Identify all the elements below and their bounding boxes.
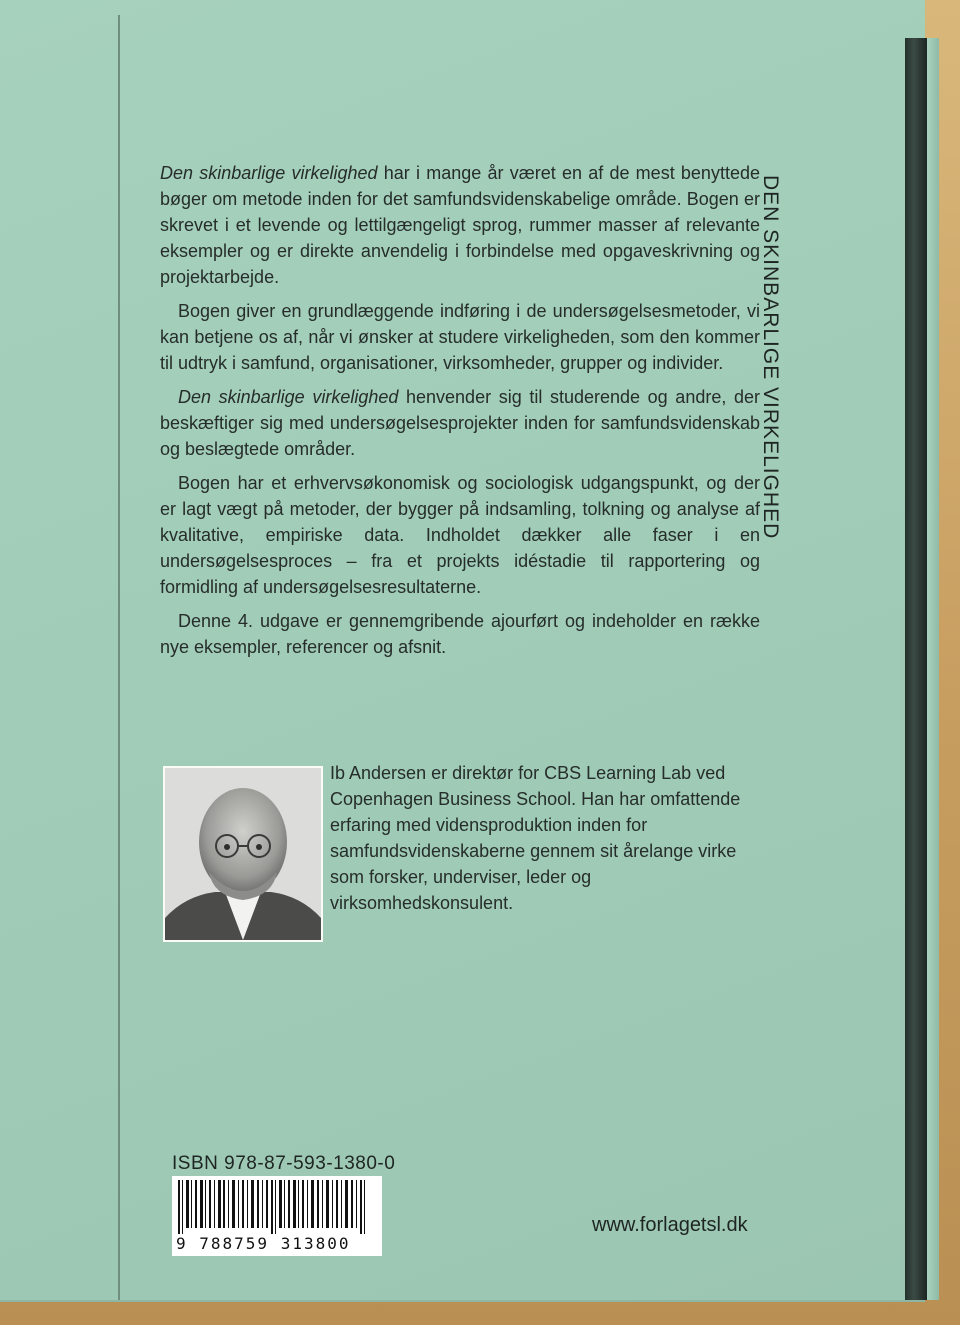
barcode-digits: 9 788759 313800 xyxy=(176,1234,351,1253)
back-cover-blurb xyxy=(160,160,760,668)
blurb-paragraph-4: Bogen har et erhvervsøkonomisk og sociologisk udgangspunkt, og der er lagt vægt på metoder, der bygger på indsamling, tolkning og analyse af kvalitative, empiriske data. Indholdet dækker alle faser i en undersøgelsesproces – fra et projekts idéstadie til rapportering og formidling af undersøgelsesresultaterne. xyxy=(160,473,760,597)
book-page-edge xyxy=(905,38,927,1300)
blurb-paragraph-1-text: har i mange år været en af de mest benyttede bøger om metode inden for det samfundsvidenskabelige område. Bogen er skrevet i et levende og lettilgængeligt sprog, rummer masser af relevante eksempler og er direkte anvendelig i forbindelse med opgaveskrivning og projektarbejde. xyxy=(160,163,760,287)
isbn-number: ISBN 978-87-593-1380-0 xyxy=(172,1153,396,1174)
author-photo xyxy=(163,766,323,942)
book-title-italic: Den skinbarlige virkelighed xyxy=(178,387,399,407)
blurb-paragraph-3 xyxy=(160,384,760,462)
author-portrait-icon xyxy=(165,768,321,940)
blurb-paragraph-1 xyxy=(160,160,760,290)
cover-hinge-line xyxy=(118,15,120,1300)
barcode-bars-icon xyxy=(172,1176,382,1234)
blurb-paragraph-3-text: henvender sig til studerende og andre, der beskæftiger sig med undersøgelsesprojekter inden for samfundsvidenskab og beslægtede områder. xyxy=(160,387,760,459)
blurb-paragraph-2: Bogen giver en grundlæggende indføring i de undersøgelsesmetoder, vi kan betjene os af, når vi ønsker at studere virkeligheden, som den kommer til udtryk i samfund, organisationer, virksomheder, grupper og individer. xyxy=(160,301,760,373)
vertical-book-title xyxy=(740,175,800,595)
blurb-paragraph-5: Denne 4. udgave er gennemgribende ajourført og indeholder en række nye eksempler, referencer og afsnit. xyxy=(160,611,760,657)
author-bio: Ib Andersen er direktør for CBS Learning Lab ved Copenhagen Business School. Han har omfattende erfaring med vidensproduktion inden for samfundsvidenskaberne gennem sit årelange virke som forsker, underviser, leder og virksomhedskonsulent. xyxy=(330,763,741,913)
vertical-book-title-text: DEN SKINBARLIGE VIRKELIGHED xyxy=(759,175,782,540)
book-title-italic: Den skinbarlige virkelighed xyxy=(160,163,378,183)
front-board-edge xyxy=(927,38,939,1300)
publisher-website: www.forlagetsl.dk xyxy=(592,1214,748,1236)
